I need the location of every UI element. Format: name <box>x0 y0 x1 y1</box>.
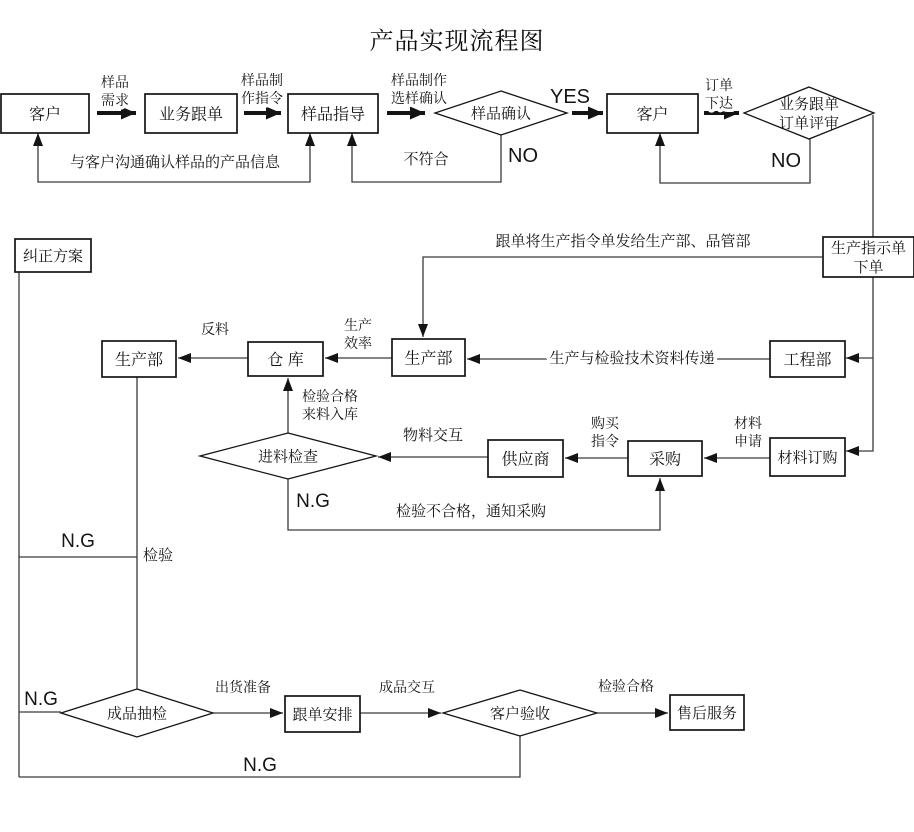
node-label-after-sales: 售后服务 <box>676 704 738 722</box>
node-production-order <box>823 237 914 277</box>
node-after-sales <box>670 695 744 730</box>
node-customer-acceptance <box>443 690 597 736</box>
label-purchase-instruction: 购买指令 <box>591 415 619 450</box>
edge-confirm-yes-to-customer2 <box>572 107 603 120</box>
node-label-production-dept-mid: 生产部 <box>404 350 453 368</box>
arrowhead <box>565 453 578 463</box>
label-order-issued: 订单下达 <box>705 77 733 112</box>
label-yes-label: YES <box>549 86 591 108</box>
node-label-production-dept-left: 生产部 <box>114 351 164 369</box>
label-sample-make-instruction: 样品制作指令 <box>241 72 283 107</box>
arrowhead <box>266 107 281 120</box>
arrowhead <box>704 453 717 463</box>
node-label-sales-follow-up: 业务跟单 <box>158 106 224 124</box>
arrowhead <box>33 133 43 146</box>
label-comm-with-customer: 与客户沟通确认样品的产品信息 <box>69 154 281 171</box>
label-material-application: 材料申请 <box>734 415 762 450</box>
arrowhead <box>410 107 425 120</box>
node-label-production-order: 生产指示单下单 <box>830 239 907 276</box>
node-order-review <box>744 87 874 139</box>
label-dispatch-note: 跟单将生产指令单发给生产部、品管部 <box>495 233 751 250</box>
node-customer-1 <box>1 94 89 133</box>
edge-inspection-to-warehouse <box>283 378 293 433</box>
label-sample-select-confirm: 样品制作选样确认 <box>391 72 447 107</box>
arrowhead <box>305 133 315 146</box>
node-production-dept-left <box>102 341 176 377</box>
node-customer-2 <box>607 94 698 133</box>
node-purchasing <box>628 441 702 476</box>
arrowhead <box>178 353 191 363</box>
arrowhead <box>846 446 859 456</box>
label-return-material: 反料 <box>201 321 229 338</box>
edge-prodmid-to-warehouse <box>325 353 392 363</box>
label-pass-into-warehouse: 检验合格来料入库 <box>302 388 358 423</box>
edge-supplier-to-inspection <box>378 452 488 462</box>
edge-customer1-to-sales <box>97 107 136 120</box>
node-label-incoming-inspection: 进料检查 <box>257 448 319 466</box>
label-ng-bottom: N.G <box>243 755 277 777</box>
label-ng-incoming: N.G <box>296 491 330 513</box>
node-label-warehouse: 仓 库 <box>267 351 304 369</box>
arrowhead <box>378 452 391 462</box>
arrowhead <box>270 708 283 718</box>
label-inspection-passed: 检验合格 <box>598 678 654 695</box>
node-correction-plan <box>15 239 91 272</box>
arrowhead <box>467 354 480 364</box>
node-label-material-order: 材料订购 <box>777 449 838 467</box>
label-no-label-review: NO <box>771 150 801 172</box>
label-sample-demand: 样品需求 <box>101 74 129 109</box>
arrowhead <box>588 107 603 120</box>
label-tech-data-transfer: 生产与检验技术资料传递 <box>549 350 715 367</box>
node-label-customer-2: 客户 <box>636 106 669 124</box>
node-label-customer-1: 客户 <box>28 106 62 124</box>
label-production-efficiency: 生产效率 <box>344 317 372 352</box>
node-label-supplier: 供应商 <box>501 451 550 469</box>
arrowhead <box>655 478 665 491</box>
edge-guidance-to-confirm <box>387 107 425 120</box>
arrowhead <box>655 708 668 718</box>
edge-material-to-purchasing <box>704 453 770 463</box>
edge-review-to-material-order <box>846 115 873 456</box>
node-label-sample-guidance: 样品指导 <box>300 106 366 124</box>
arrowhead <box>325 353 338 363</box>
label-ng-sampling: N.G <box>24 689 58 711</box>
label-ng-inspection: N.G <box>61 531 95 553</box>
edge-sales-to-guidance <box>244 107 281 120</box>
node-finished-sampling <box>61 689 213 737</box>
node-label-purchasing: 采购 <box>648 451 682 469</box>
edge-purchasing-to-supplier <box>565 453 628 463</box>
node-sales-follow-up <box>145 94 237 133</box>
edge-followup-to-acceptance <box>360 708 441 718</box>
arrowhead <box>283 378 293 391</box>
node-sample-confirm <box>435 91 567 135</box>
node-label-correction-plan: 纠正方案 <box>22 247 84 265</box>
label-material-interaction: 物料交互 <box>402 427 464 444</box>
node-warehouse <box>248 342 323 376</box>
node-material-order <box>770 438 845 476</box>
label-inspection-label: 检验 <box>142 547 174 564</box>
node-production-dept-mid <box>392 339 465 376</box>
edge-branch-to-engineering <box>846 353 873 363</box>
node-engineering-dept <box>770 341 845 377</box>
node-follow-up-arrange <box>285 696 360 732</box>
label-shipping-prep: 出货准备 <box>215 679 271 696</box>
diagram-title: 产品实现流程图 <box>369 28 545 55</box>
edge-acceptance-to-aftersales <box>597 708 668 718</box>
arrowhead <box>655 133 665 146</box>
arrowhead <box>846 353 859 363</box>
node-label-engineering-dept: 工程部 <box>783 351 832 369</box>
node-sample-guidance <box>288 94 378 133</box>
node-supplier <box>488 440 563 477</box>
label-nonconforming: 不符合 <box>403 151 449 168</box>
node-label-finished-sampling: 成品抽检 <box>106 705 168 723</box>
arrowhead <box>428 708 441 718</box>
edge-warehouse-to-prodleft <box>178 353 248 363</box>
label-finished-interaction: 成品交互 <box>379 679 435 696</box>
node-label-order-review: 业务跟单订单评审 <box>778 95 840 132</box>
arrowhead <box>347 133 357 146</box>
arrowhead <box>418 324 428 337</box>
label-fail-notify-purchasing: 检验不合格，通知采购 <box>395 503 547 520</box>
edge-production-instruction-line <box>418 257 823 337</box>
node-label-follow-up-arrange: 跟单安排 <box>292 706 353 724</box>
edge-sampling-to-followup <box>213 708 283 718</box>
label-no-label-sample: NO <box>508 145 538 167</box>
node-label-sample-confirm: 样品确认 <box>470 105 532 123</box>
node-incoming-inspection <box>200 433 376 479</box>
node-label-customer-acceptance: 客户验收 <box>489 705 551 723</box>
arrowhead <box>121 107 136 120</box>
